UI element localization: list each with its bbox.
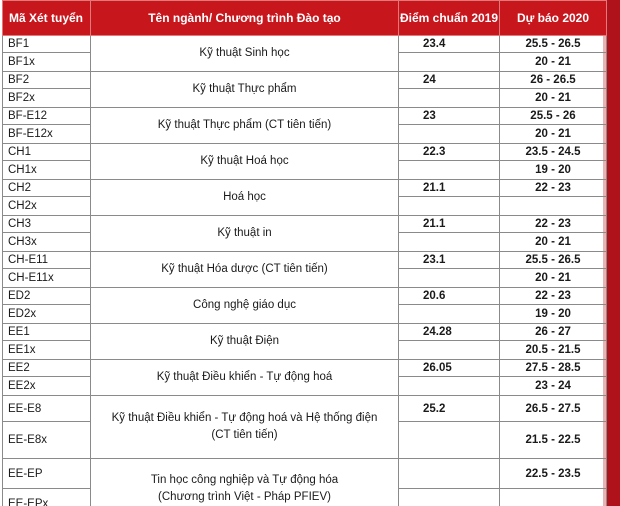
program-name-note: (CT tiên tiến): [211, 429, 278, 441]
table-row: [3, 144, 607, 161]
admission-score-table: [2, 0, 607, 506]
forecast-2020-cell: 23.5 - 24.5: [500, 144, 607, 161]
score-2019-cell-empty: [399, 197, 500, 216]
score-2019-cell: 20.6: [399, 288, 500, 305]
forecast-2020-cell: 22 - 23: [500, 180, 607, 197]
score-2019-cell: 21.1: [399, 180, 500, 197]
program-name: Kỹ thuật in: [217, 227, 272, 239]
forecast-2020-cell: 25.5 - 26.5: [500, 36, 607, 53]
forecast-2020-cell: 22 - 23: [500, 288, 607, 305]
program-name: Kỹ thuật Sinh học: [199, 47, 290, 59]
program-name: Công nghệ giáo dục: [193, 299, 296, 311]
program-name: Kỹ thuật Thực phẩm: [192, 83, 297, 95]
code-cell: EE1x: [3, 341, 91, 360]
table-row: [3, 36, 607, 53]
forecast-2020-cell: 19 - 20: [500, 161, 607, 180]
code-cell: CH1x: [3, 161, 91, 180]
code-cell: EE-EP: [3, 459, 91, 489]
table-row: [3, 72, 607, 89]
forecast-2020-cell: 27.5 - 28.5: [500, 360, 607, 377]
table-row: [3, 288, 607, 305]
score-2019-cell-empty: [399, 341, 500, 360]
forecast-2020-cell: 20 - 21: [500, 233, 607, 252]
score-2019-cell: [399, 459, 500, 489]
header-forecast-2020: Dự báo 2020: [500, 1, 607, 36]
forecast-2020-cell: [500, 489, 607, 506]
score-2019-cell-empty: [399, 305, 500, 324]
program-name-cell: [91, 459, 399, 506]
score-2019-cell-empty: [399, 125, 500, 144]
code-cell: CH3x: [3, 233, 91, 252]
program-name-cell: [91, 360, 399, 396]
forecast-2020-cell: 22 - 23: [500, 216, 607, 233]
decorative-red-edge: [606, 0, 620, 506]
forecast-2020-cell: 20 - 21: [500, 125, 607, 144]
table-row: [3, 360, 607, 377]
program-name-cell: [91, 252, 399, 288]
code-cell: EE2: [3, 360, 91, 377]
forecast-2020-cell: 25.5 - 26: [500, 108, 607, 125]
forecast-2020-cell: 21.5 - 22.5: [500, 422, 607, 459]
score-2019-cell: 22.3: [399, 144, 500, 161]
table-row: [3, 324, 607, 341]
code-cell: EE-EPx: [3, 489, 91, 506]
score-2019-cell-empty: [399, 161, 500, 180]
code-cell: CH2x: [3, 197, 91, 216]
table-header-row: [3, 1, 607, 36]
program-name: Kỹ thuật Điều khiển - Tự động hoá và Hệ thống điện: [111, 412, 378, 424]
code-cell: EE1: [3, 324, 91, 341]
program-name-cell: [91, 144, 399, 180]
code-cell: BF1x: [3, 53, 91, 72]
code-cell: CH3: [3, 216, 91, 233]
code-cell: BF1: [3, 36, 91, 53]
code-cell: EE-E8: [3, 396, 91, 422]
score-2019-cell: 23: [399, 108, 500, 125]
score-2019-cell-empty: [399, 269, 500, 288]
code-cell: CH2: [3, 180, 91, 197]
table-row: [3, 180, 607, 197]
program-name-cell: [91, 216, 399, 252]
score-2019-cell-empty: [399, 233, 500, 252]
forecast-2020-cell: 20 - 21: [500, 89, 607, 108]
score-2019-cell-empty: [399, 377, 500, 396]
forecast-2020-cell: 25.5 - 26.5: [500, 252, 607, 269]
program-name: Kỹ thuật Hoá học: [200, 155, 289, 167]
header-score-2019: Điểm chuẩn 2019: [399, 1, 500, 36]
score-2019-cell: 23.4: [399, 36, 500, 53]
table-row: [3, 216, 607, 233]
code-cell: CH-E11: [3, 252, 91, 269]
header-program: Tên ngành/ Chương trình Đào tạo: [91, 1, 399, 36]
forecast-2020-cell: 26 - 27: [500, 324, 607, 341]
score-2019-cell: 25.2: [399, 396, 500, 422]
header-code: Mã Xét tuyển: [3, 1, 91, 36]
code-cell: CH-E11x: [3, 269, 91, 288]
code-cell: BF-E12x: [3, 125, 91, 144]
program-name-cell: [91, 324, 399, 360]
forecast-2020-cell: 26 - 26.5: [500, 72, 607, 89]
program-name-cell: [91, 396, 399, 459]
forecast-2020-cell: 23 - 24: [500, 377, 607, 396]
program-name: Kỹ thuật Điện: [209, 335, 280, 347]
code-cell: BF-E12: [3, 108, 91, 125]
score-2019-cell: 24.28: [399, 324, 500, 341]
program-name-note: (Chương trình Việt - Pháp PFIEV): [158, 490, 331, 503]
score-2019-cell-empty: [399, 422, 500, 459]
code-cell: EE-E8x: [3, 422, 91, 459]
code-cell: ED2x: [3, 305, 91, 324]
program-name-cell: [91, 72, 399, 108]
table-row: [3, 252, 607, 269]
table-row: [3, 396, 607, 422]
forecast-2020-cell: 20 - 21: [500, 53, 607, 72]
program-name: Tin học công nghiệp và Tự động hóa: [150, 473, 339, 486]
program-name-cell: [91, 288, 399, 324]
code-cell: ED2: [3, 288, 91, 305]
score-2019-cell: 24: [399, 72, 500, 89]
code-cell: BF2: [3, 72, 91, 89]
table-row: [3, 108, 607, 125]
forecast-2020-cell: 20.5 - 21.5: [500, 341, 607, 360]
program-name: Kỹ thuật Điều khiển - Tự động hoá: [156, 371, 333, 383]
score-2019-cell: 21.1: [399, 216, 500, 233]
code-cell: EE2x: [3, 377, 91, 396]
program-name-cell: [91, 180, 399, 216]
forecast-2020-cell: 22.5 - 23.5: [500, 459, 607, 489]
score-2019-cell: 23.1: [399, 252, 500, 269]
program-name: Hoá học: [223, 191, 266, 203]
score-2019-cell: 26.05: [399, 360, 500, 377]
score-2019-cell-empty: [399, 53, 500, 72]
forecast-2020-cell: 26.5 - 27.5: [500, 396, 607, 422]
code-cell: CH1: [3, 144, 91, 161]
table-row: [3, 459, 607, 489]
code-cell: BF2x: [3, 89, 91, 108]
score-2019-cell-empty: [399, 89, 500, 108]
forecast-2020-cell: 20 - 21: [500, 269, 607, 288]
forecast-2020-cell: 19 - 20: [500, 305, 607, 324]
forecast-2020-cell: [500, 197, 607, 216]
program-name-cell: [91, 36, 399, 72]
program-name-cell: [91, 108, 399, 144]
score-2019-cell-empty: [399, 489, 500, 506]
program-name: Kỹ thuật Thực phẩm (CT tiên tiến): [157, 119, 332, 131]
program-name: Kỹ thuật Hóa dược (CT tiên tiến): [161, 263, 328, 275]
